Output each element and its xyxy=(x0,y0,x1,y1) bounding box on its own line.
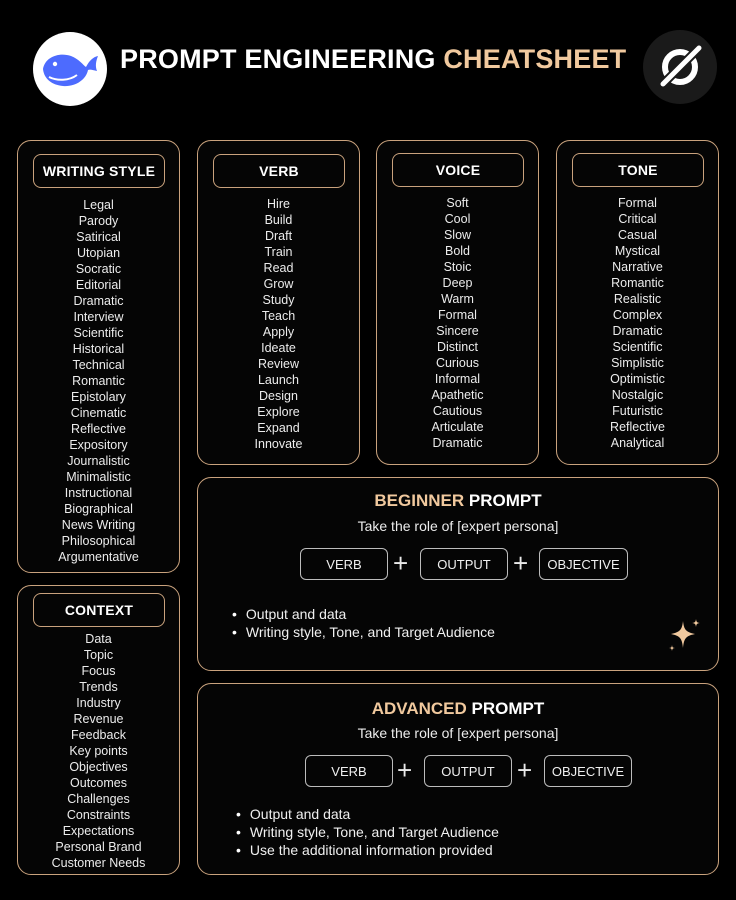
beginner-bullets xyxy=(232,605,495,641)
list-item: Design xyxy=(259,389,298,403)
verb-panel xyxy=(197,140,360,465)
whale-icon xyxy=(39,47,101,91)
advanced-objective-box: OBJECTIVE xyxy=(544,755,632,787)
list-item: Legal xyxy=(83,198,114,212)
list-item: Scientific xyxy=(73,326,124,340)
list-item: Cautious xyxy=(432,404,483,418)
advanced-bullet: • Output and data xyxy=(236,805,499,823)
beginner-subtitle: Take the role of [expert persona] xyxy=(357,518,559,534)
verb-list xyxy=(198,196,359,452)
list-item: Challenges xyxy=(67,792,130,806)
list-item: Study xyxy=(262,293,295,307)
list-item: Informal xyxy=(434,372,481,386)
list-item: Socratic xyxy=(75,262,122,276)
list-item: Sincere xyxy=(436,324,479,338)
list-item: Topic xyxy=(83,648,114,662)
list-item: Editorial xyxy=(75,278,122,292)
list-item: Outcomes xyxy=(70,776,127,790)
list-item: Expository xyxy=(69,438,128,452)
list-item: Historical xyxy=(72,342,125,356)
list-item: Objectives xyxy=(69,760,128,774)
list-item: Dramatic xyxy=(432,436,483,450)
tone-list xyxy=(557,195,718,451)
verb-label: VERB xyxy=(213,154,345,188)
advanced-subtitle: Take the role of [expert persona] xyxy=(357,725,559,741)
list-item: Dramatic xyxy=(612,324,663,338)
list-item: Launch xyxy=(257,373,299,387)
list-item: News Writing xyxy=(61,518,136,532)
list-item: Distinct xyxy=(437,340,478,354)
list-item: Teach xyxy=(261,309,296,323)
list-item: Dramatic xyxy=(73,294,124,308)
advanced-title-main: PROMPT xyxy=(471,699,545,718)
list-item: Epistolary xyxy=(71,390,126,404)
beginner-plus-1: + xyxy=(393,548,409,578)
list-item: Formal xyxy=(618,196,657,210)
voice-list xyxy=(377,195,538,451)
list-item: Key points xyxy=(69,744,128,758)
list-item: Cool xyxy=(444,212,471,226)
list-item: Complex xyxy=(612,308,663,322)
deepseek-whale-logo xyxy=(33,32,107,106)
list-item: Constraints xyxy=(66,808,131,822)
list-item: Hire xyxy=(267,197,290,211)
list-item: Articulate xyxy=(431,420,484,434)
tone-label: TONE xyxy=(572,153,704,187)
list-item: Customer Needs xyxy=(51,856,146,870)
beginner-objective-box: OBJECTIVE xyxy=(539,548,628,580)
beginner-plus-2: + xyxy=(513,548,529,578)
voice-label: VOICE xyxy=(392,153,524,187)
list-item: Curious xyxy=(435,356,480,370)
list-item: Review xyxy=(258,357,299,371)
list-item: Critical xyxy=(618,212,657,226)
list-item: Stoic xyxy=(443,260,472,274)
list-item: Narrative xyxy=(612,260,663,274)
list-item: Romantic xyxy=(611,276,664,290)
beginner-title-accent: BEGINNER xyxy=(374,491,465,510)
list-item: Philosophical xyxy=(61,534,136,548)
list-item: Apathetic xyxy=(431,388,484,402)
context-list xyxy=(18,631,179,871)
list-item: Expand xyxy=(257,421,300,435)
list-item: Industry xyxy=(76,696,121,710)
advanced-title xyxy=(198,699,718,719)
writing-style-label: WRITING STYLE xyxy=(33,154,165,188)
beginner-title xyxy=(198,491,718,511)
list-item: Explore xyxy=(257,405,300,419)
list-item: Utopian xyxy=(76,246,121,260)
slashed-circle-icon xyxy=(654,41,706,93)
list-item: Instructional xyxy=(64,486,133,500)
list-item: Grow xyxy=(263,277,294,291)
list-item: Deep xyxy=(442,276,473,290)
context-label: CONTEXT xyxy=(33,593,165,627)
list-item: Personal Brand xyxy=(55,840,142,854)
list-item: Futuristic xyxy=(612,404,663,418)
brand-logo xyxy=(643,30,717,104)
advanced-plus-1: + xyxy=(397,755,413,785)
beginner-prompt-panel xyxy=(197,477,719,671)
beginner-title-main: PROMPT xyxy=(468,491,542,510)
list-item: Cinematic xyxy=(70,406,127,420)
advanced-plus-2: + xyxy=(517,755,533,785)
list-item: Romantic xyxy=(72,374,125,388)
list-item: Simplistic xyxy=(611,356,664,370)
beginner-output-box: OUTPUT xyxy=(420,548,508,580)
list-item: Analytical xyxy=(610,436,665,450)
voice-panel xyxy=(376,140,539,465)
list-item: Trends xyxy=(79,680,118,694)
list-item: Warm xyxy=(441,292,474,306)
list-item: Ideate xyxy=(261,341,296,355)
list-item: Revenue xyxy=(73,712,124,726)
list-item: Expectations xyxy=(62,824,135,838)
list-item: Feedback xyxy=(71,728,126,742)
title-accent: CHEATSHEET xyxy=(443,44,627,74)
list-item: Innovate xyxy=(254,437,303,451)
list-item: Biographical xyxy=(64,502,133,516)
list-item: Reflective xyxy=(71,422,126,436)
advanced-title-accent: ADVANCED xyxy=(371,699,467,718)
list-item: Data xyxy=(85,632,112,646)
writing-style-list xyxy=(18,197,179,565)
advanced-output-box: OUTPUT xyxy=(424,755,512,787)
advanced-verb-box: VERB xyxy=(305,755,393,787)
list-item: Optimistic xyxy=(610,372,665,386)
context-panel xyxy=(17,585,180,875)
list-item: Interview xyxy=(73,310,124,324)
tone-panel xyxy=(556,140,719,465)
list-item: Technical xyxy=(72,358,125,372)
list-item: Build xyxy=(264,213,293,227)
list-item: Draft xyxy=(264,229,293,243)
list-item: Formal xyxy=(438,308,477,322)
advanced-bullets xyxy=(236,805,499,859)
list-item: Train xyxy=(264,245,293,259)
list-item: Parody xyxy=(78,214,119,228)
list-item: Mystical xyxy=(614,244,661,258)
list-item: Argumentative xyxy=(58,550,139,564)
beginner-verb-box: VERB xyxy=(300,548,388,580)
page-title xyxy=(120,44,640,75)
list-item: Bold xyxy=(444,244,471,258)
beginner-bullet: • Writing style, Tone, and Target Audience xyxy=(232,623,495,641)
list-item: Reflective xyxy=(610,420,665,434)
sparkle-icon xyxy=(663,615,703,655)
list-item: Slow xyxy=(443,228,472,242)
list-item: Soft xyxy=(446,196,469,210)
writing-style-panel xyxy=(17,140,180,573)
list-item: Casual xyxy=(618,228,657,242)
advanced-prompt-panel xyxy=(197,683,719,875)
list-item: Apply xyxy=(262,325,295,339)
beginner-bullet: • Output and data xyxy=(232,605,495,623)
title-main: PROMPT ENGINEERING xyxy=(120,44,436,74)
list-item: Satirical xyxy=(76,230,121,244)
list-item: Read xyxy=(263,261,294,275)
list-item: Journalistic xyxy=(67,454,130,468)
list-item: Minimalistic xyxy=(66,470,131,484)
list-item: Realistic xyxy=(613,292,662,306)
list-item: Scientific xyxy=(612,340,663,354)
list-item: Nostalgic xyxy=(611,388,664,402)
advanced-bullet: • Writing style, Tone, and Target Audience xyxy=(236,823,499,841)
list-item: Focus xyxy=(81,664,116,678)
advanced-bullet: • Use the additional information provided xyxy=(236,841,499,859)
